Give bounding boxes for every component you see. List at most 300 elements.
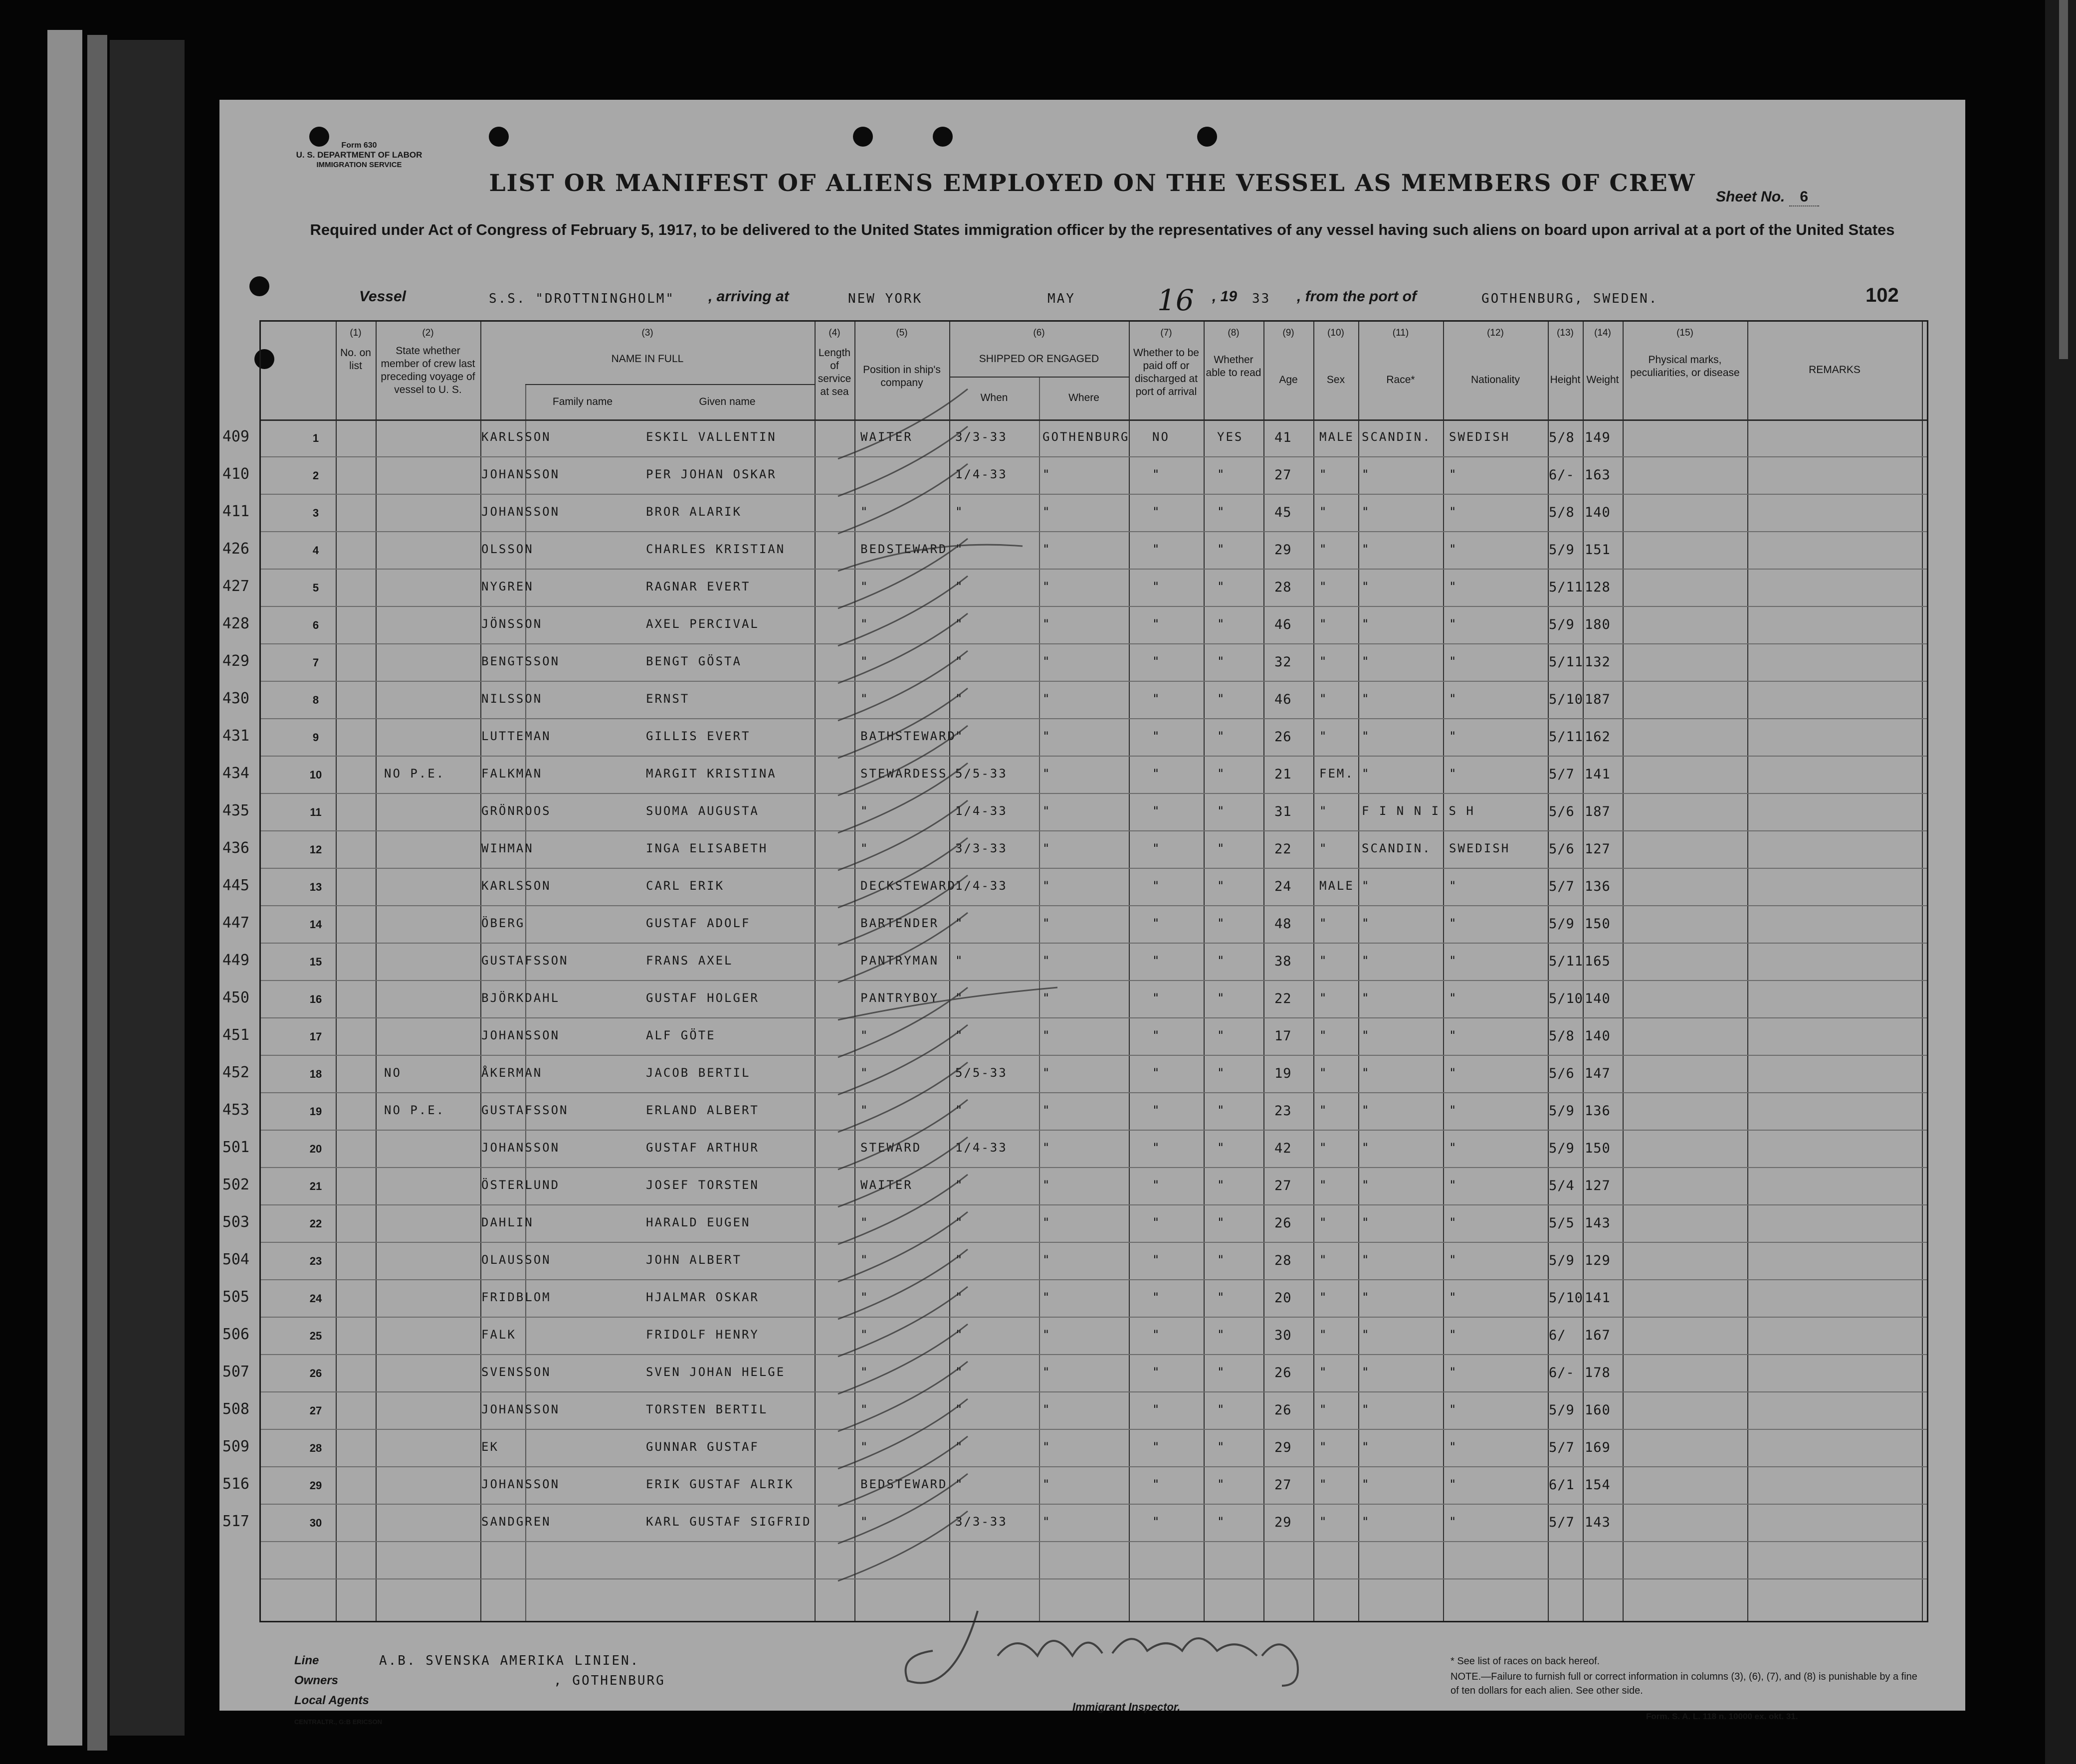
sex-cell: "	[1319, 1477, 1328, 1491]
header-height: Height	[1550, 374, 1581, 386]
row-reference-number: 409	[222, 428, 249, 445]
race-cell: "	[1362, 542, 1371, 556]
shipped-where-cell: "	[1042, 467, 1051, 481]
height-cell: 5/7	[1549, 879, 1575, 894]
shipped-when-cell: 1/4-33	[955, 1141, 1008, 1155]
film-edge-light	[47, 30, 82, 1746]
position-cell: "	[860, 1290, 869, 1304]
row-reference-number: 445	[222, 877, 249, 894]
form-code: Form. S. A. L. 118 n. 10000 ex. okt. 31.	[1646, 1712, 1798, 1721]
row-reference-number: 501	[222, 1139, 249, 1156]
paid-off-cell: "	[1152, 542, 1161, 556]
age-cell: 28	[1274, 580, 1292, 595]
family-name-cell: GUSTAFSSON	[481, 954, 569, 968]
footer-line-row	[294, 1651, 640, 1671]
nationality-cell: "	[1449, 505, 1458, 519]
row-reference-number: 504	[222, 1251, 249, 1268]
height-cell: 6/-	[1549, 1365, 1575, 1380]
able-to-read-cell: "	[1217, 991, 1226, 1005]
race-cell: "	[1362, 1477, 1371, 1491]
family-name-cell: JOHANSSON	[481, 1477, 560, 1491]
given-name-cell: JACOB BERTIL	[646, 1066, 751, 1080]
row-reference-number: 453	[222, 1101, 249, 1119]
able-to-read-cell: "	[1217, 954, 1226, 968]
nationality-cell: "	[1449, 1103, 1458, 1117]
shipped-where-cell: "	[1042, 1515, 1051, 1529]
position-cell: "	[860, 580, 869, 593]
header-race: Race*	[1386, 374, 1415, 386]
nationality-cell: "	[1449, 1477, 1458, 1491]
family-name-cell: ÖSTERLUND	[481, 1178, 560, 1192]
shipped-where-cell: "	[1042, 1477, 1051, 1491]
race-cell: "	[1362, 916, 1371, 930]
paid-off-cell: "	[1152, 692, 1161, 706]
col-number: (3)	[641, 328, 653, 338]
shipped-when-cell: "	[955, 580, 964, 593]
height-cell: 5/7	[1549, 1515, 1575, 1530]
age-cell: 42	[1274, 1141, 1292, 1156]
given-name-cell: GUSTAF ADOLF	[646, 916, 751, 930]
line-value: A.B. SVENSKA AMERIKA LINIEN.	[379, 1653, 640, 1668]
sex-cell: "	[1319, 954, 1328, 968]
sex-cell: MALE	[1319, 430, 1354, 444]
paid-off-cell: "	[1152, 467, 1161, 481]
nationality-cell: "	[1449, 991, 1458, 1005]
shipped-when-cell: "	[955, 654, 964, 668]
weight-cell: 136	[1585, 879, 1611, 894]
height-cell: 5/11	[1549, 729, 1584, 745]
no-on-list-cell: 30	[309, 1517, 322, 1529]
given-name-cell: BENGT GÖSTA	[646, 654, 742, 668]
sex-cell: "	[1319, 1515, 1328, 1529]
signature-stroke	[1262, 1644, 1298, 1686]
arrival-day: 16	[1157, 283, 1194, 317]
weight-cell: 162	[1585, 729, 1611, 745]
given-name-cell: GUSTAF HOLGER	[646, 991, 759, 1005]
height-cell: 6/1	[1549, 1477, 1575, 1493]
shipped-where-cell: "	[1042, 692, 1051, 706]
weight-cell: 141	[1585, 1290, 1611, 1306]
col-number: (4)	[829, 328, 840, 338]
race-cell: "	[1362, 767, 1371, 781]
position-cell: PANTRYBOY	[860, 991, 939, 1005]
year-prefix: , 19	[1212, 288, 1238, 305]
col-number: (14)	[1594, 328, 1611, 338]
family-name-cell: GRÖNROOS	[481, 804, 551, 818]
shipped-when-cell: "	[955, 1028, 964, 1042]
family-name-cell: KARLSSON	[481, 879, 551, 893]
age-cell: 31	[1274, 804, 1292, 819]
race-cell: "	[1362, 879, 1371, 893]
no-on-list-cell: 20	[309, 1143, 322, 1155]
col-number: (8)	[1228, 328, 1240, 338]
able-to-read-cell: "	[1217, 1365, 1226, 1379]
nationality-cell: "	[1449, 1515, 1458, 1529]
no-on-list-cell: 14	[309, 918, 322, 931]
shipped-where-cell: "	[1042, 505, 1051, 519]
from-port-label: , from the port of	[1297, 288, 1417, 305]
shipped-when-cell: "	[955, 1215, 964, 1229]
age-cell: 26	[1274, 1402, 1292, 1418]
header-remarks: REMARKS	[1809, 364, 1861, 376]
able-to-read-cell: "	[1217, 580, 1226, 593]
age-cell: 29	[1274, 542, 1292, 558]
film-edge-dark	[110, 40, 185, 1736]
header-name-in-full: NAME IN FULL	[611, 353, 684, 365]
weight-cell: 143	[1585, 1215, 1611, 1231]
given-name-cell: CARL ERIK	[646, 879, 725, 893]
nationality-cell: "	[1449, 580, 1458, 593]
height-cell: 5/8	[1549, 430, 1575, 445]
no-on-list-cell: 22	[309, 1217, 322, 1230]
row-reference-number: 507	[222, 1363, 249, 1380]
position-cell: WAITER	[860, 430, 913, 444]
paid-off-cell: "	[1152, 1477, 1161, 1491]
race-cell: "	[1362, 1253, 1371, 1267]
sex-cell: "	[1319, 467, 1328, 481]
no-on-list-cell: 26	[309, 1367, 322, 1379]
sex-cell: "	[1319, 916, 1328, 930]
nationality-cell: "	[1449, 1253, 1458, 1267]
weight-cell: 167	[1585, 1328, 1611, 1343]
given-name-cell: BROR ALARIK	[646, 505, 742, 519]
height-cell: 5/7	[1549, 1440, 1575, 1455]
departure-port: GOTHENBURG, SWEDEN.	[1481, 291, 1659, 306]
given-name-cell: ESKIL VALLENTIN	[646, 430, 777, 444]
header-where: Where	[1068, 392, 1099, 403]
age-cell: 24	[1274, 879, 1292, 894]
sex-cell: "	[1319, 1066, 1328, 1080]
weight-cell: 136	[1585, 1103, 1611, 1119]
row-reference-number: 503	[222, 1213, 249, 1231]
nationality-cell: SWEDISH	[1449, 430, 1510, 444]
age-cell: 32	[1274, 654, 1292, 670]
sex-cell: "	[1319, 1402, 1328, 1416]
race-cell: "	[1362, 729, 1371, 743]
previous-voyage-cell: NO P.E.	[384, 1103, 445, 1117]
header-no-on-list: No. on list	[340, 347, 371, 372]
shipped-when-cell: "	[955, 692, 964, 706]
family-name-cell: FALKMAN	[481, 767, 543, 781]
row-reference-number: 509	[222, 1438, 249, 1455]
vessel-name: S.S. "DROTTNINGHOLM"	[489, 291, 675, 306]
arrival-year: 33	[1252, 291, 1271, 306]
paid-off-cell: "	[1152, 1440, 1161, 1454]
no-on-list-cell: 15	[309, 956, 322, 968]
able-to-read-cell: YES	[1217, 430, 1244, 444]
family-name-cell: OLSSON	[481, 542, 534, 556]
shipped-where-cell: "	[1042, 580, 1051, 593]
shipped-when-cell: "	[955, 954, 964, 968]
height-cell: 5/11	[1549, 954, 1584, 969]
family-name-cell: NILSSON	[481, 692, 543, 706]
family-name-cell: JOHANSSON	[481, 1402, 560, 1416]
shipped-where-cell: "	[1042, 542, 1051, 556]
sex-cell: "	[1319, 505, 1328, 519]
position-cell: DECKSTEWARD	[860, 879, 956, 893]
no-on-list-cell: 16	[309, 993, 322, 1005]
family-name-cell: JOHANSSON	[481, 1028, 560, 1042]
shipped-where-cell: "	[1042, 1402, 1051, 1416]
header-able-to-read: Whether able to read	[1206, 354, 1261, 379]
position-cell: STEWARDESS	[860, 767, 948, 781]
family-name-cell: LUTTEMAN	[481, 729, 551, 743]
race-cell: "	[1362, 692, 1371, 706]
shipped-when-cell: 1/4-33	[955, 467, 1008, 481]
shipped-where-cell: "	[1042, 804, 1051, 818]
sheet-no-label: Sheet No.	[1716, 189, 1785, 205]
row-reference-number: 427	[222, 578, 249, 595]
shipped-where-cell: "	[1042, 1103, 1051, 1117]
family-name-cell: FRIDBLOM	[481, 1290, 551, 1304]
race-cell: "	[1362, 580, 1371, 593]
no-on-list-cell: 7	[312, 656, 319, 669]
col-number: (6)	[1033, 328, 1045, 338]
header-physical-marks: Physical marks, peculiarities, or disease	[1630, 354, 1740, 379]
previous-voyage-cell: NO P.E.	[384, 767, 445, 781]
footer-block	[294, 1651, 665, 1711]
family-name-cell: JOHANSSON	[481, 467, 560, 481]
height-cell: 5/10	[1549, 991, 1584, 1006]
header-previous-voyage: State whether member of crew last preceding voyage of vessel to U. S.	[381, 345, 475, 395]
given-name-cell: ERNST	[646, 692, 690, 706]
shipped-where-cell: "	[1042, 1253, 1051, 1267]
given-name-cell: PER JOHAN OSKAR	[646, 467, 777, 481]
position-cell: "	[860, 654, 869, 668]
able-to-read-cell: "	[1217, 1178, 1226, 1192]
nationality-cell: "	[1449, 1290, 1458, 1304]
sex-cell: "	[1319, 542, 1328, 556]
sex-cell: "	[1319, 1440, 1328, 1454]
shipped-when-cell: "	[955, 505, 964, 519]
position-cell: BEDSTEWARD	[860, 542, 948, 556]
nationality-cell: "	[1449, 1066, 1458, 1080]
family-name-cell: ÅKERMAN	[481, 1066, 543, 1080]
able-to-read-cell: "	[1217, 1215, 1226, 1229]
no-on-list-cell: 18	[309, 1068, 322, 1080]
header-shipped-engaged: SHIPPED OR ENGAGED	[979, 353, 1099, 365]
given-name-cell: ERIK GUSTAF ALRIK	[646, 1477, 794, 1491]
shipped-where-cell: "	[1042, 1028, 1051, 1042]
signature-stroke	[1112, 1638, 1257, 1656]
nationality-cell: "	[1449, 1141, 1458, 1155]
row-reference-number: 451	[222, 1026, 249, 1044]
row-reference-number: 434	[222, 765, 249, 782]
position-cell: "	[860, 1440, 869, 1454]
race-cell: "	[1362, 1290, 1371, 1304]
row-reference-number: 452	[222, 1064, 249, 1081]
paid-off-cell: "	[1152, 1365, 1161, 1379]
col-number: (5)	[896, 328, 908, 338]
given-name-cell: ALF GÖTE	[646, 1028, 716, 1042]
film-edge-mid	[87, 35, 107, 1751]
family-name-cell: OLAUSSON	[481, 1253, 551, 1267]
paid-off-cell: "	[1152, 654, 1161, 668]
paid-off-cell: "	[1152, 954, 1161, 968]
position-cell: "	[860, 1515, 869, 1529]
col-number: (15)	[1676, 328, 1693, 338]
height-cell: 5/5	[1549, 1215, 1575, 1231]
shipped-when-cell: "	[955, 1328, 964, 1342]
printer-imprint: CENTRALTR., G:B ERICSON	[294, 1718, 382, 1726]
shipped-when-cell: 3/3-33	[955, 430, 1008, 444]
sex-cell: "	[1319, 692, 1328, 706]
col-number: (2)	[422, 328, 434, 338]
age-cell: 46	[1274, 617, 1292, 632]
position-cell: "	[860, 841, 869, 855]
col-number: (13)	[1557, 328, 1574, 338]
header-paid-off: Whether to be paid off or discharged at port of arrival	[1133, 347, 1199, 397]
no-on-list-cell: 3	[312, 507, 319, 519]
weight-cell: 187	[1585, 692, 1611, 707]
able-to-read-cell: "	[1217, 1402, 1226, 1416]
nationality-cell: "	[1449, 692, 1458, 706]
position-cell: "	[860, 1103, 869, 1117]
height-cell: 5/11	[1549, 654, 1584, 670]
given-name-cell: AXEL PERCIVAL	[646, 617, 759, 631]
no-on-list-cell: 17	[309, 1030, 322, 1043]
position-cell: PANTRYMAN	[860, 954, 939, 968]
given-name-cell: GUSTAF ARTHUR	[646, 1141, 759, 1155]
no-on-list-cell: 21	[309, 1180, 322, 1192]
given-name-cell: HARALD EUGEN	[646, 1215, 751, 1229]
race-cell: "	[1362, 1141, 1371, 1155]
position-cell: WAITER	[860, 1178, 913, 1192]
nationality-cell: "	[1449, 1028, 1458, 1042]
able-to-read-cell: "	[1217, 916, 1226, 930]
height-cell: 5/9	[1549, 916, 1575, 932]
row-reference-number: 430	[222, 690, 249, 707]
position-cell: "	[860, 505, 869, 519]
height-cell: 5/8	[1549, 1028, 1575, 1044]
able-to-read-cell: "	[1217, 841, 1226, 855]
shipped-where-cell: "	[1042, 1066, 1051, 1080]
height-cell: 5/6	[1549, 1066, 1575, 1081]
no-on-list-cell: 29	[309, 1479, 322, 1492]
shipped-when-cell: "	[955, 991, 964, 1005]
family-name-cell: SANDGREN	[481, 1515, 551, 1529]
given-name-cell: JOHN ALBERT	[646, 1253, 742, 1267]
shipped-where-cell: "	[1042, 1141, 1051, 1155]
height-cell: 5/9	[1549, 1103, 1575, 1119]
weight-cell: 150	[1585, 1141, 1611, 1156]
signature-stroke	[906, 1611, 978, 1683]
sex-cell: "	[1319, 654, 1328, 668]
row-reference-number: 428	[222, 615, 249, 632]
paid-off-cell: "	[1152, 804, 1161, 818]
family-name-cell: SVENSSON	[481, 1365, 551, 1379]
service-name: IMMIGRATION SERVICE	[316, 160, 402, 169]
position-cell: BARTENDER	[860, 916, 939, 930]
header-nationality: Nationality	[1470, 374, 1520, 386]
no-on-list-cell: 2	[312, 469, 319, 482]
race-cell: SCANDIN.	[1362, 430, 1432, 444]
age-cell: 26	[1274, 729, 1292, 745]
able-to-read-cell: "	[1217, 1515, 1226, 1529]
shipped-where-cell: GOTHENBURG	[1042, 430, 1130, 444]
weight-cell: 140	[1585, 991, 1611, 1006]
given-name-cell: FRANS AXEL	[646, 954, 733, 968]
sex-cell: "	[1319, 804, 1328, 818]
given-name-cell: HJALMAR OSKAR	[646, 1290, 759, 1304]
no-on-list-cell: 4	[312, 544, 319, 557]
race-cell: F I N N I S H	[1362, 804, 1475, 818]
family-name-cell: DAHLIN	[481, 1215, 534, 1229]
paid-off-cell: NO	[1152, 430, 1170, 444]
shipped-when-cell: 3/3-33	[955, 1515, 1008, 1529]
no-on-list-cell: 23	[309, 1255, 322, 1267]
shipped-where-cell: "	[1042, 1178, 1051, 1192]
position-cell: "	[860, 804, 869, 818]
sex-cell: "	[1319, 1141, 1328, 1155]
col-number: (9)	[1282, 328, 1294, 338]
given-name-cell: SUOMA AUGUSTA	[646, 804, 759, 818]
able-to-read-cell: "	[1217, 542, 1226, 556]
weight-cell: 140	[1585, 1028, 1611, 1044]
race-cell: "	[1362, 654, 1371, 668]
race-cell: "	[1362, 1328, 1371, 1342]
sex-cell: "	[1319, 1365, 1328, 1379]
shipped-when-cell: "	[955, 1290, 964, 1304]
height-cell: 5/11	[1549, 580, 1584, 595]
paid-off-cell: "	[1152, 1215, 1161, 1229]
no-on-list-cell: 24	[309, 1292, 322, 1305]
shipped-when-cell: 5/5-33	[955, 1066, 1008, 1080]
footer-agents-row	[294, 1691, 369, 1711]
able-to-read-cell: "	[1217, 467, 1226, 481]
able-to-read-cell: "	[1217, 654, 1226, 668]
no-on-list-cell: 11	[310, 806, 322, 818]
no-on-list-cell: 27	[309, 1404, 322, 1417]
sex-cell: "	[1319, 1028, 1328, 1042]
header-given-name: Given name	[699, 396, 756, 407]
height-cell: 5/6	[1549, 804, 1575, 819]
family-name-cell: WIHMAN	[481, 841, 534, 855]
nationality-cell: "	[1449, 729, 1458, 743]
nationality-cell: "	[1449, 1178, 1458, 1192]
no-on-list-cell: 13	[309, 881, 322, 893]
weight-cell: 160	[1585, 1402, 1611, 1418]
shipped-when-cell: "	[955, 542, 964, 556]
paid-off-cell: "	[1152, 505, 1161, 519]
position-cell: "	[860, 617, 869, 631]
row-reference-number: 508	[222, 1400, 249, 1418]
signature-stroke	[998, 1641, 1102, 1656]
height-cell: 5/9	[1549, 1141, 1575, 1156]
able-to-read-cell: "	[1217, 1328, 1226, 1342]
nationality-cell: "	[1449, 1440, 1458, 1454]
age-cell: 48	[1274, 916, 1292, 932]
sex-cell: "	[1319, 841, 1328, 855]
nationality-cell: "	[1449, 467, 1458, 481]
able-to-read-cell: "	[1217, 1477, 1226, 1491]
arrival-port: NEW YORK	[848, 291, 923, 306]
sex-cell: "	[1319, 1178, 1328, 1192]
weight-cell: 149	[1585, 430, 1611, 445]
age-cell: 22	[1274, 841, 1292, 857]
race-cell: "	[1362, 1103, 1371, 1117]
shipped-when-cell: "	[955, 617, 964, 631]
shipped-where-cell: "	[1042, 617, 1051, 631]
given-name-cell: RAGNAR EVERT	[646, 580, 751, 593]
weight-cell: 141	[1585, 767, 1611, 782]
nationality-cell: "	[1449, 916, 1458, 930]
row-reference-number: 517	[222, 1513, 249, 1530]
form-number: Form 630	[341, 141, 377, 150]
race-cell: "	[1362, 1515, 1371, 1529]
able-to-read-cell: "	[1217, 804, 1226, 818]
penalty-note: NOTE.—Failure to furnish full or correct information in columns (3), (6), (7), and (8) is punishable by a fine of ten dollars for each alien. See other side.	[1451, 1671, 1917, 1696]
